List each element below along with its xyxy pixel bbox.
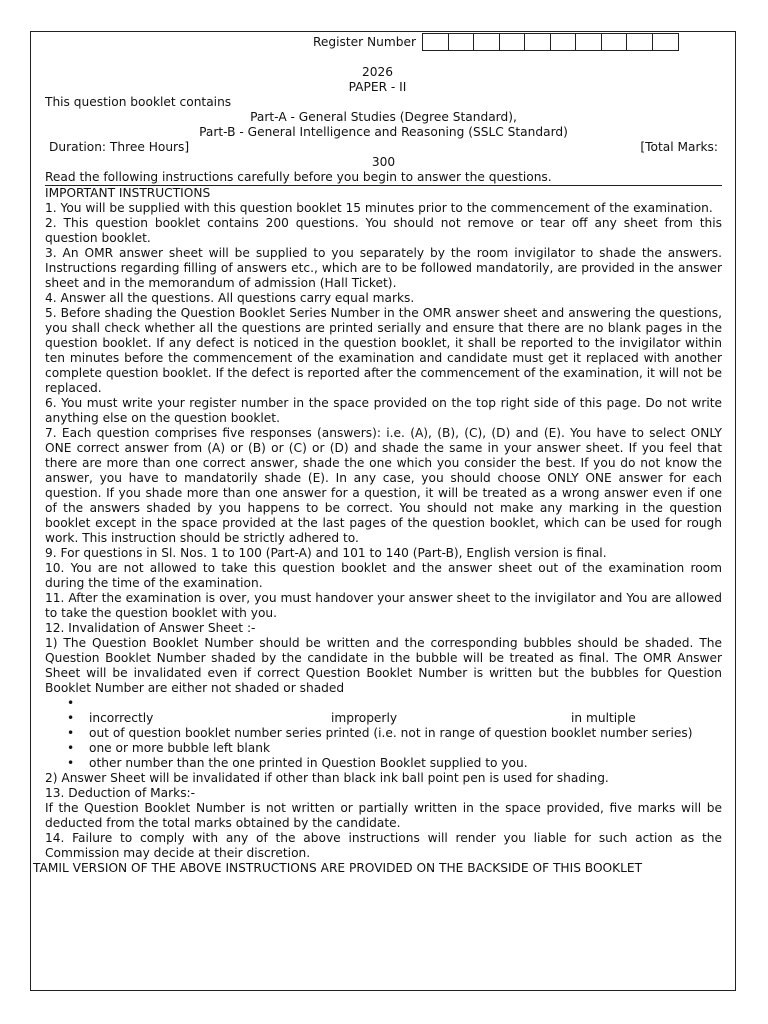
tamil-version-note: TAMIL VERSION OF THE ABOVE INSTRUCTIONS ARE PROVIDED ON THE BACKSIDE OF THIS BOOKLET [33,861,643,875]
instruction-item: 3. An OMR answer sheet will be supplied to you separately by the room invigilator to shade the answers. Instructions regarding filling of answers etc., which are to be followed mandatorily, are provided in the answer sheet and in the memorandum of admission (Hall Ticket). [45,246,722,290]
register-digit-box[interactable] [627,34,653,50]
empty-bullet [89,696,722,711]
instruction-item: 11. After the examination is over, you must handover your answer sheet to the invigilator and You are allowed to take the question booklet with you. [45,591,722,620]
duration-text: Duration: Three Hours] [49,140,190,154]
register-digit-box[interactable] [525,34,551,50]
paper-title: PAPER - II [348,80,407,94]
exam-year: 2026 [361,65,394,79]
register-digit-box[interactable] [423,34,449,50]
bullet-in-multiple: in multiple [571,711,636,725]
instruction-item: 1. You will be supplied with this question booklet 15 minutes prior to the commencement of the examination. [45,201,713,215]
bullet-item: • out of question booklet number series printed (i.e. not in range of question booklet number series) [89,726,722,741]
booklet-cover-page [30,31,736,991]
instructions-heading: IMPORTANT INSTRUCTIONS [45,186,211,200]
register-digit-box[interactable] [500,34,526,50]
duration-marks-row [45,140,722,155]
booklet-contains-text: This question booklet contains [45,95,232,109]
invalidation-bullet-list [45,696,722,771]
part-a-description: Part-A - General Studies (Degree Standard), [250,110,517,124]
bullet-incorrectly: • incorrectly [89,711,154,725]
instruction-item: 7. Each question comprises five responses (answers): i.e. (A), (B), (C), (D) and (E). You have to select ONLY ONE correct answer from (A) or (B) or (C) or (D) and shade the same in your answer sheet. If you feel that there are more than one correct answer, shade the one which you consider the best. If you do not know the answer, you have to mandatorily shade (E). In any case, you should choose ONLY ONE answer for each question. If you shade more than one answer for a question, it will be treated as a wrong answer even if one of the answers shaded by you happens to be correct. You should not make any marking in the question booklet except in the space provided at the last pages of the question booklet, which can be used for rough work. This instruction should be strictly adhered to. [45,426,722,545]
instruction-item: 9. For questions in Sl. Nos. 1 to 100 (Part-A) and 101 to 140 (Part-B), English version is final. [45,546,607,560]
register-digit-box[interactable] [602,34,628,50]
instruction-item: 2) Answer Sheet will be invalidated if other than black ink ball point pen is used for shading. [45,771,609,785]
register-number-block [313,33,679,51]
instruction-item: 10. You are not allowed to take this question booklet and the answer sheet out of the examination room during the time of the examination. [45,561,722,590]
instruction-item: 12. Invalidation of Answer Sheet :- [45,621,256,635]
instruction-item: 4. Answer all the questions. All questions carry equal marks. [45,291,415,305]
total-marks-label: [Total Marks: [640,140,718,154]
bullet-improperly: improperly [331,711,398,725]
instruction-item: 13. Deduction of Marks:- [45,786,196,800]
inline-bullet-row [89,711,722,726]
instruction-item: 2. This question booklet contains 200 questions. You should not remove or tear off any sheet from this question booklet. [45,216,722,245]
total-marks-value: 300 [371,155,396,169]
register-number-boxes[interactable] [422,33,679,51]
bullet-item: • other number than the one printed in Question Booklet supplied to you. [89,756,722,771]
instruction-item: 6. You must write your register number in the space provided on the top right side of this page. Do not write anything else on the question booklet. [45,396,722,425]
register-number-label: Register Number [313,34,417,49]
instruction-item: 1) The Question Booklet Number should be written and the corresponding bubbles should be shaded. The Question Booklet Number shaded by the candidate in the bubble will be treated as final. The OMR Answer Sheet will be invalidated even if correct Question Booklet Number is written but the bubbles for Question Booklet Number are either not shaded or shaded [45,636,722,695]
register-digit-box[interactable] [449,34,475,50]
read-instruction: Read the following instructions carefully before you begin to answer the questions. [45,170,552,184]
register-digit-box[interactable] [474,34,500,50]
register-digit-box[interactable] [551,34,577,50]
register-digit-box[interactable] [653,34,679,50]
instruction-item: 5. Before shading the Question Booklet Series Number in the OMR answer sheet and answering the questions, you shall check whether all the questions are printed serially and ensure that there are no blank pages in the question booklet. If any defect is noticed in the question booklet, it shall be reported to the invigilator within ten minutes before the commencement of the examination and candidate must get it replaced with another complete question booklet. If the defect is reported after the commencement of the examination, it will not be replaced. [45,306,722,395]
bullet-item: • one or more bubble left blank [89,741,722,756]
instruction-item: 14. Failure to comply with any of the above instructions will render you liable for such action as the Commission may decide at their discretion. [45,831,722,860]
register-digit-box[interactable] [576,34,602,50]
instruction-item: If the Question Booklet Number is not written or partially written in the space provided, five marks will be deducted from the total marks obtained by the candidate. [45,801,722,830]
part-b-description: Part-B - General Intelligence and Reasoning (SSLC Standard) [199,125,568,139]
booklet-content [33,65,722,876]
